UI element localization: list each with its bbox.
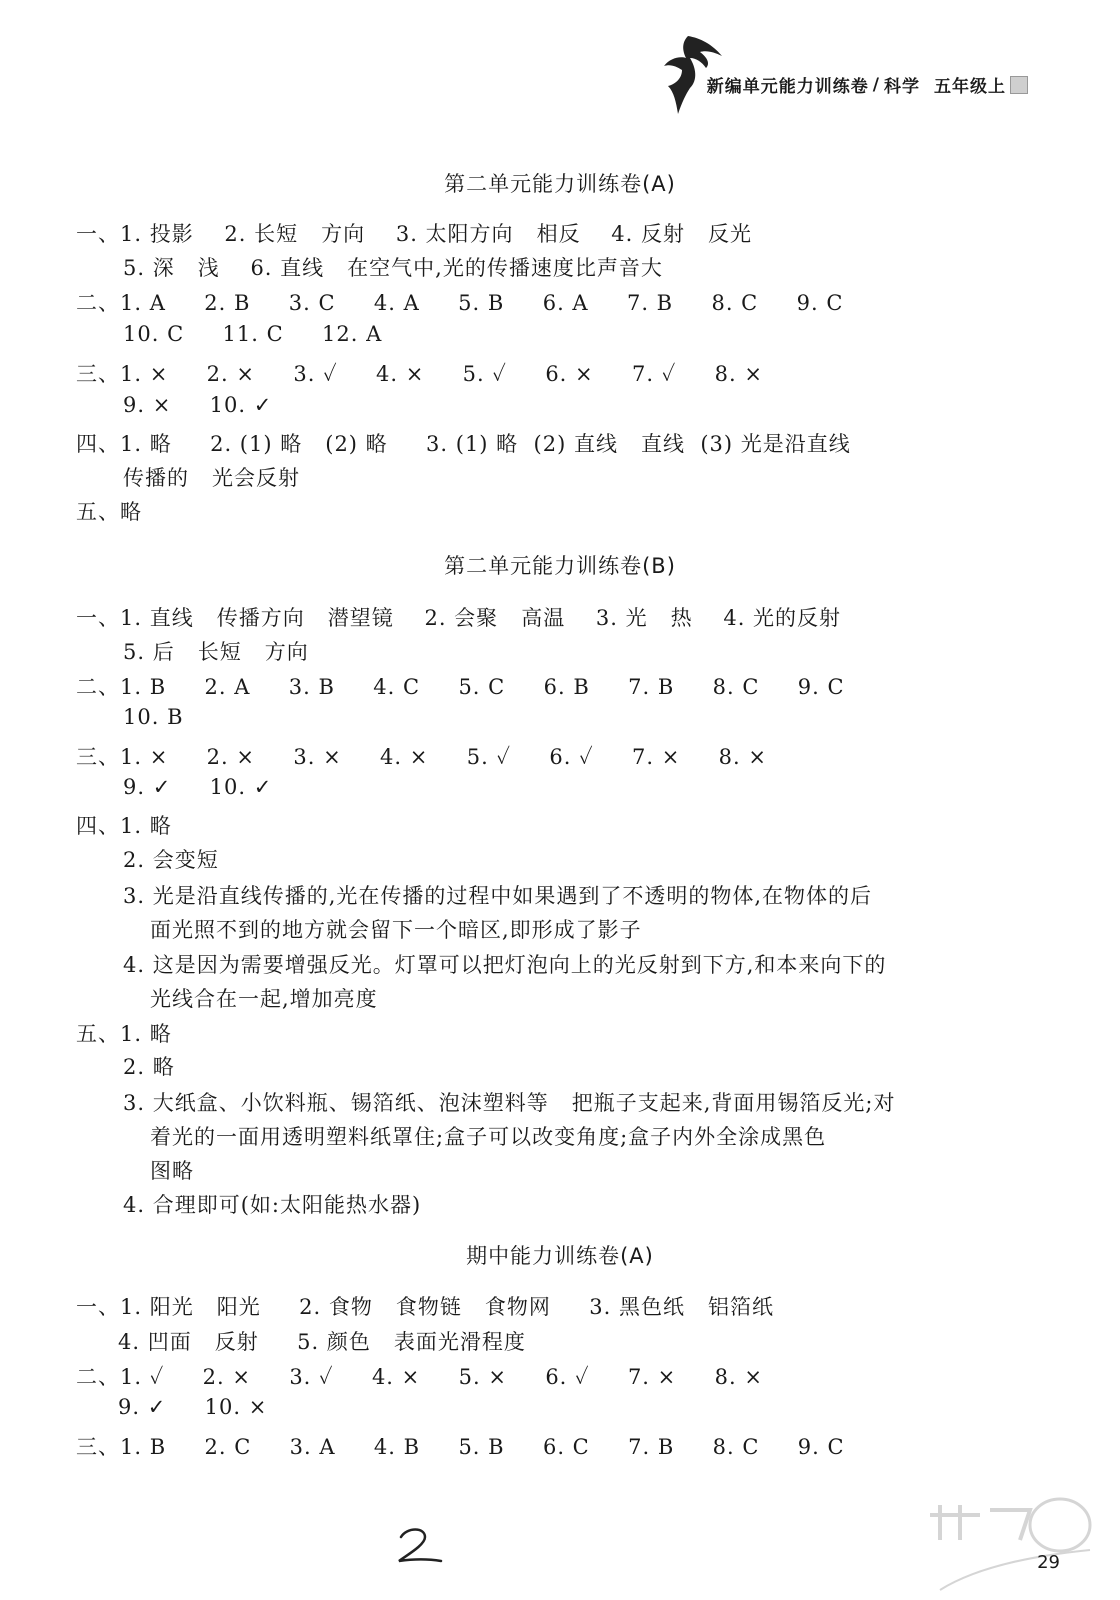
header-separator: / <box>872 74 880 95</box>
answer-line: 传播的 光会反射 <box>123 466 301 490</box>
answer-line: 一、1. 投影 2. 长短 方向 3. 太阳方向 相反 4. 反射 反光 <box>76 222 753 246</box>
answer-line: 2. 会变短 <box>123 848 219 872</box>
answer-line: 光线合在一起,增加亮度 <box>150 987 378 1011</box>
answer-line: 二、1. A 2. B 3. C 4. A 5. B 6. A 7. B 8. C 9. C <box>76 291 844 315</box>
section-title-unit2-b: 第二单元能力训练卷(B) <box>444 554 676 578</box>
subject-label: 科学 <box>884 77 920 97</box>
answer-line: 二、1. ✓ 2. × 3. ✓ 4. × 5. × 6. ✓ 7. × 8. × <box>76 1365 763 1389</box>
answer-line: 五、略 <box>76 500 142 524</box>
answer-line: 10. B <box>123 705 184 729</box>
header-tag-icon <box>1010 76 1028 94</box>
page-header <box>707 72 1028 97</box>
answer-line: 4. 这是因为需要增强反光。灯罩可以把灯泡向上的光反射到下方,和本来向下的 <box>123 953 887 977</box>
answer-line: 4. 凹面 反射 5. 颜色 表面光滑程度 <box>118 1330 526 1354</box>
answer-line: 三、1. × 2. × 3. ✓ 4. × 5. ✓ 6. × 7. ✓ 8. × <box>76 362 763 386</box>
section-title-midterm-a: 期中能力训练卷(A) <box>466 1244 654 1268</box>
answer-line: 一、1. 阳光 阳光 2. 食物 食物链 食物网 3. 黑色纸 铝箔纸 <box>76 1295 774 1319</box>
page-number: 29 <box>1037 1552 1060 1573</box>
answer-line: 五、1. 略 <box>76 1022 172 1046</box>
watermark-logo-icon <box>920 1495 1100 1595</box>
answer-line: 面光照不到的地方就会留下一个暗区,即形成了影子 <box>150 918 642 942</box>
answer-line: 3. 大纸盒、小饮料瓶、锡箔纸、泡沫塑料等 把瓶子支起来,背面用锡箔反光;对 <box>123 1091 896 1115</box>
answer-line: 2. 略 <box>123 1055 175 1079</box>
answer-line: 一、1. 直线 传播方向 潜望镜 2. 会聚 高温 3. 光 热 4. 光的反射 <box>76 606 842 630</box>
answer-line: 9. ✓ 10. × <box>118 1395 268 1419</box>
answer-line: 图略 <box>150 1159 194 1183</box>
handwritten-2-mark-icon <box>395 1525 445 1565</box>
answer-line: 5. 后 长短 方向 <box>123 640 309 664</box>
book-title: 新编单元能力训练卷 <box>706 77 869 97</box>
answer-line: 9. × 10. ✓ <box>123 393 273 417</box>
section-title-unit2-a: 第二单元能力训练卷(A) <box>444 172 676 196</box>
answer-line: 10. C 11. C 12. A <box>123 322 383 346</box>
answer-line: 三、1. × 2. × 3. × 4. × 5. ✓ 6. ✓ 7. × 8. × <box>76 745 767 769</box>
answer-line: 二、1. B 2. A 3. B 4. C 5. C 6. B 7. B 8. C 9. C <box>76 675 845 699</box>
answer-line: 三、1. B 2. C 3. A 4. B 5. B 6. C 7. B 8. C 9. C <box>76 1435 845 1459</box>
answer-line: 5. 深 浅 6. 直线 在空气中,光的传播速度比声音大 <box>123 256 663 280</box>
answer-line: 着光的一面用透明塑料纸罩住;盒子可以改变角度;盒子内外全涂成黑色 <box>150 1125 827 1149</box>
answer-line: 4. 合理即可(如:太阳能热水器) <box>123 1193 422 1217</box>
answer-line: 3. 光是沿直线传播的,光在传播的过程中如果遇到了不透明的物体,在物体的后 <box>123 884 873 908</box>
grade-label: 五年级上 <box>934 77 1006 97</box>
answer-line: 9. ✓ 10. ✓ <box>123 775 273 799</box>
answer-line: 四、1. 略 2. (1) 略 (2) 略 3. (1) 略 (2) 直线 直线 (3) 光是沿直线 <box>76 432 851 456</box>
answer-line: 四、1. 略 <box>76 814 172 838</box>
